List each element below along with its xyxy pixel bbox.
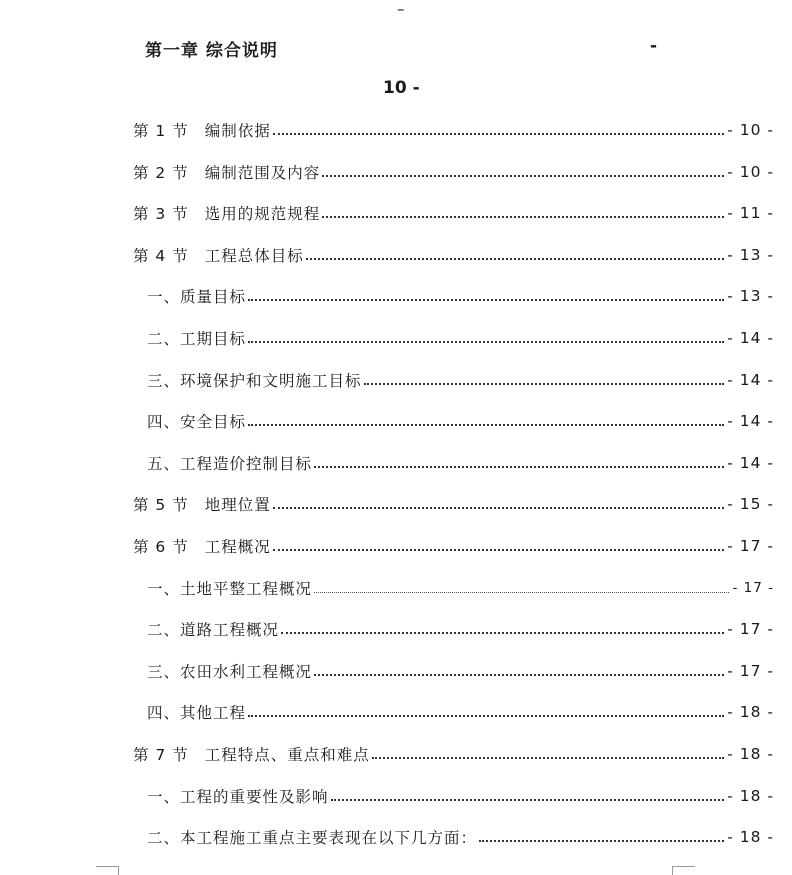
toc-title: 四、安全目标 [147, 413, 247, 431]
toc-entry[interactable] [147, 327, 774, 349]
toc-title: 一、工程的重要性及影响 [147, 788, 329, 806]
toc-section-number: 第 2 节 [133, 164, 189, 182]
toc-dot-leader [314, 466, 724, 468]
toc-section-number: 第 7 节 [133, 746, 189, 764]
toc-title: 编制范围及内容 [204, 164, 321, 182]
chapter-title[interactable]: 第一章 综合说明 [145, 41, 278, 61]
toc-dot-leader [248, 424, 724, 426]
toc-entry[interactable] [147, 285, 774, 307]
toc-dot-leader [331, 799, 725, 801]
toc-title: 工程特点、重点和难点 [204, 746, 370, 764]
toc-page-number: - 17 - [727, 537, 774, 555]
toc-page-number: - 13 - [727, 287, 774, 305]
toc-page-number: - 14 - [727, 371, 774, 389]
toc-page-number: - 18 - [727, 745, 774, 763]
toc-page-number: - 18 - [727, 828, 774, 846]
toc-entry[interactable] [133, 161, 774, 183]
toc-entry[interactable] [133, 535, 774, 557]
toc-entry[interactable] [133, 493, 774, 515]
toc-page-number: - 13 - [727, 246, 774, 264]
toc-dot-leader [306, 258, 725, 260]
toc-dot-leader [479, 840, 724, 842]
toc-page-number: - 14 - [727, 454, 774, 472]
toc-page-number: - 10 - [727, 163, 774, 181]
toc-dot-leader [314, 674, 724, 676]
toc-entry[interactable] [133, 202, 774, 224]
toc-dot-leader [273, 549, 725, 551]
toc-page-number: - 14 - [727, 329, 774, 347]
toc-title: 编制依据 [204, 122, 271, 140]
page-corner-mark-left [96, 866, 119, 875]
toc-page-number: - 17 - [727, 662, 774, 680]
toc-entry[interactable] [147, 701, 774, 723]
toc-dot-leader [273, 133, 725, 135]
toc-title: 一、土地平整工程概况 [147, 580, 313, 598]
toc-page-number: - 17 - [727, 620, 774, 638]
toc-title: 地理位置 [204, 496, 271, 514]
toc-section-number: 第 6 节 [133, 538, 189, 556]
toc-section-number: 第 4 节 [133, 247, 189, 265]
toc-entry[interactable] [147, 452, 774, 474]
toc-entry[interactable] [147, 785, 774, 807]
toc-dot-leader [322, 175, 724, 177]
toc-title: 工程总体目标 [204, 247, 304, 265]
toc-title: 选用的规范规程 [204, 205, 321, 223]
toc-title: 五、工程造价控制目标 [147, 455, 313, 473]
toc-dot-leader [372, 757, 725, 759]
toc-dot-leader [322, 216, 724, 218]
toc-title: 工程概况 [204, 538, 271, 556]
toc-dot-leader [273, 507, 725, 509]
toc-title: 二、工期目标 [147, 330, 247, 348]
toc-entry[interactable] [147, 660, 774, 682]
toc-title: 三、农田水利工程概况 [147, 663, 313, 681]
toc-dot-leader [314, 592, 729, 593]
toc-page-number: - 10 - [727, 121, 774, 139]
toc-entry[interactable] [147, 577, 774, 599]
toc-page-number: - 18 - [727, 703, 774, 721]
toc-title: 二、道路工程概况 [147, 621, 280, 639]
toc-section-number: 第 5 节 [133, 496, 189, 514]
toc-title: 三、环境保护和文明施工目标 [147, 372, 362, 390]
chapter-page-dash: - [650, 36, 658, 56]
toc-entry[interactable] [147, 410, 774, 432]
toc-dot-leader [248, 299, 724, 301]
toc-dot-leader [364, 383, 725, 385]
toc-section-number: 第 3 节 [133, 205, 189, 223]
toc-section-number: 第 1 节 [133, 122, 189, 140]
toc-title: 一、质量目标 [147, 288, 247, 306]
toc-entry[interactable] [147, 369, 774, 391]
toc-entry[interactable] [147, 826, 774, 848]
toc-page-number: - 11 - [727, 204, 774, 222]
toc-page-number: - 14 - [727, 412, 774, 430]
toc-dot-leader [248, 341, 724, 343]
toc-title: 二、本工程施工重点主要表现在以下几方面： [147, 829, 478, 847]
toc-entry[interactable] [133, 743, 774, 765]
toc-page-number: - 17 - [732, 580, 774, 596]
toc-entry[interactable] [147, 618, 774, 640]
toc-title: 四、其他工程 [147, 704, 247, 722]
toc-dot-leader [281, 632, 724, 634]
toc-page-number: - 18 - [727, 787, 774, 805]
toc-dot-leader [248, 715, 724, 717]
page-top-dash: – [397, 0, 405, 18]
toc-entry[interactable] [133, 119, 774, 141]
toc-page-number: - 15 - [727, 495, 774, 513]
toc-entry[interactable] [133, 244, 774, 266]
page-corner-mark-right [672, 866, 695, 875]
chapter-page-number: 10 - [383, 78, 420, 98]
